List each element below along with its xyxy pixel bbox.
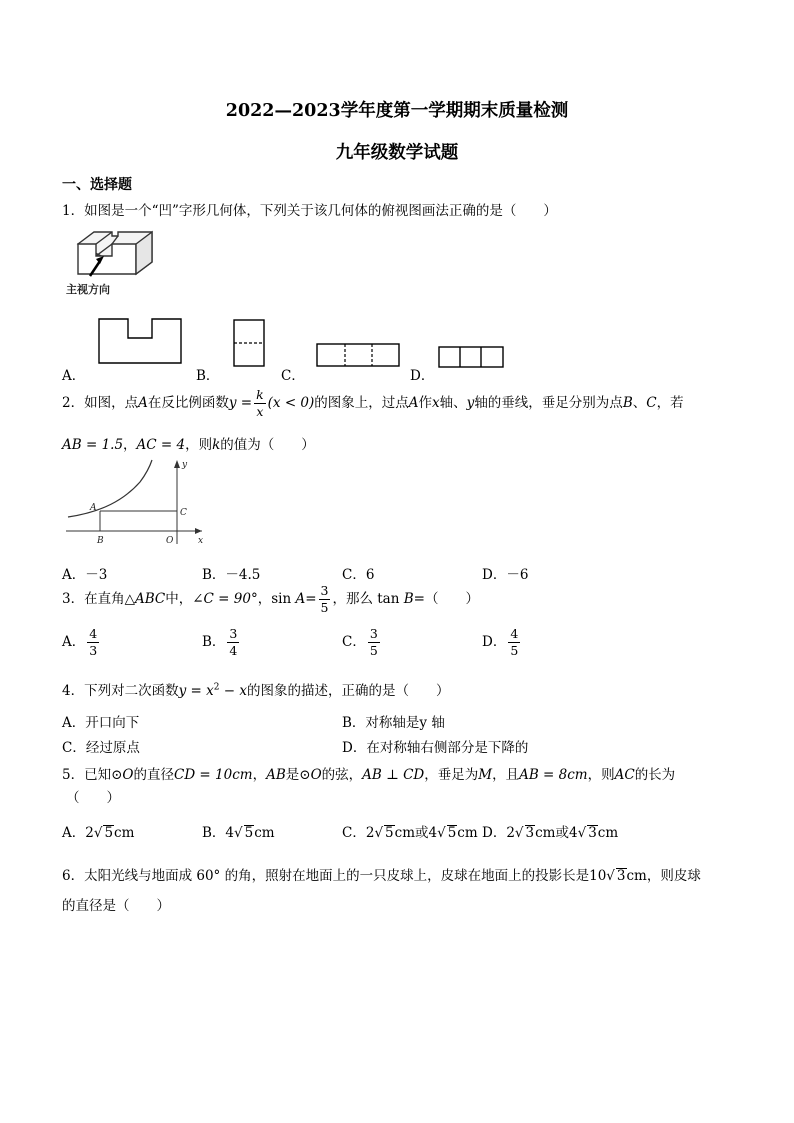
- q1-option-c: C．: [281, 368, 305, 384]
- question-1-stem: 1．如图是一个“凹”字形几何体，下列关于该几何体的俯视图画法正确的是（ ）: [62, 203, 557, 219]
- q1-option-b-figure: [233, 319, 265, 367]
- q1-solid-figure: [60, 226, 160, 296]
- question-5-stem: 5．已知⊙O的直径CD = 10cm，AB是⊙O的弦，AB ⊥ CD，垂足为M，且AB = 8cm，则AC的长为: [62, 767, 676, 783]
- q1-option-b: B．: [196, 368, 220, 384]
- question-6-stem-line2: 的直径是（ ）: [62, 898, 170, 914]
- q3-option-a: A． $\frac{4}{3}$: [62, 626, 98, 658]
- question-6-stem-line1: 6．太阳光线与地面成 60° 的角，照射在地面上的一只皮球上，皮球在地面上的投影长是10√ 3cm，则皮球: [62, 868, 701, 884]
- q3-option-c: C． $\frac{3}{5}$: [342, 626, 378, 658]
- q4-option-b: B．对称轴是y 轴: [342, 715, 445, 731]
- q2-graph-label-b: B: [97, 536, 104, 546]
- q3-fraction: $\frac{3}{5}$: [320, 583, 329, 615]
- q2-graph-label-x: x: [198, 536, 204, 546]
- question-3-stem: 3．在直角△ABC中，∠C = 90°，sin A= $\frac{3}{5}$ ，那么 tan B=（ ）: [62, 583, 479, 615]
- q2-graph-label-y: y: [182, 460, 188, 470]
- q1-option-d: D．: [410, 368, 435, 384]
- q2-option-c: C．6: [342, 567, 375, 583]
- q2-option-a: A．－3: [62, 567, 108, 583]
- question-2-stem-line1: 2．如图，点A在反比例函数y = $\frac{k}{x}$ (x < 0)的图象上，过点A作x轴、y轴的垂线，垂足分别为点B、C，若: [62, 387, 684, 419]
- q2-graph-label-a: A: [90, 503, 97, 513]
- q2-option-d: D．－6: [482, 567, 529, 583]
- q1-option-a: A．: [62, 368, 86, 384]
- q2-option-b: B．－4.5: [202, 567, 261, 583]
- q2-graph: [62, 456, 212, 548]
- q4-option-c: C．经过原点: [62, 740, 140, 756]
- q2-graph-label-c: C: [180, 508, 187, 518]
- q1-option-a-figure: [98, 318, 182, 364]
- q5-option-a: A．2√ 5cm: [62, 825, 135, 841]
- question-2-stem-line2: AB = 1.5，AC = 4，则k的值为（ ）: [62, 437, 315, 453]
- q1-option-d-figure: [438, 346, 504, 368]
- q5-option-b: B．4√ 5cm: [202, 825, 275, 841]
- q5-option-d: D．2√ 3cm或4√ 3cm: [482, 825, 619, 841]
- page-title: 2022—2023学年度第一学期期末质量检测: [225, 101, 569, 121]
- q2-fraction: $\frac{k}{x}$: [256, 387, 264, 419]
- q1-option-c-figure: [316, 343, 400, 367]
- q4-option-d: D．在对称轴右侧部分是下降的: [342, 740, 529, 756]
- q5-option-c: C．2√ 5cm或4√ 5cm: [342, 825, 478, 841]
- question-4-stem: 4．下列对二次函数$y = x^2 - x$的图象的描述，正确的是（ ）: [62, 682, 450, 699]
- page-subtitle: 九年级数学试题: [335, 143, 459, 163]
- section-heading: 一、选择题: [62, 177, 132, 193]
- q1-figure-caption: 主视方向: [66, 283, 110, 296]
- q4-option-a: A．开口向下: [62, 715, 140, 731]
- q2-graph-label-o: O: [166, 536, 174, 546]
- q3-option-b: B． $\frac{3}{4}$: [202, 626, 238, 658]
- question-5-paren: （ ）: [66, 790, 120, 806]
- q3-option-d: D． $\frac{4}{5}$: [482, 626, 519, 658]
